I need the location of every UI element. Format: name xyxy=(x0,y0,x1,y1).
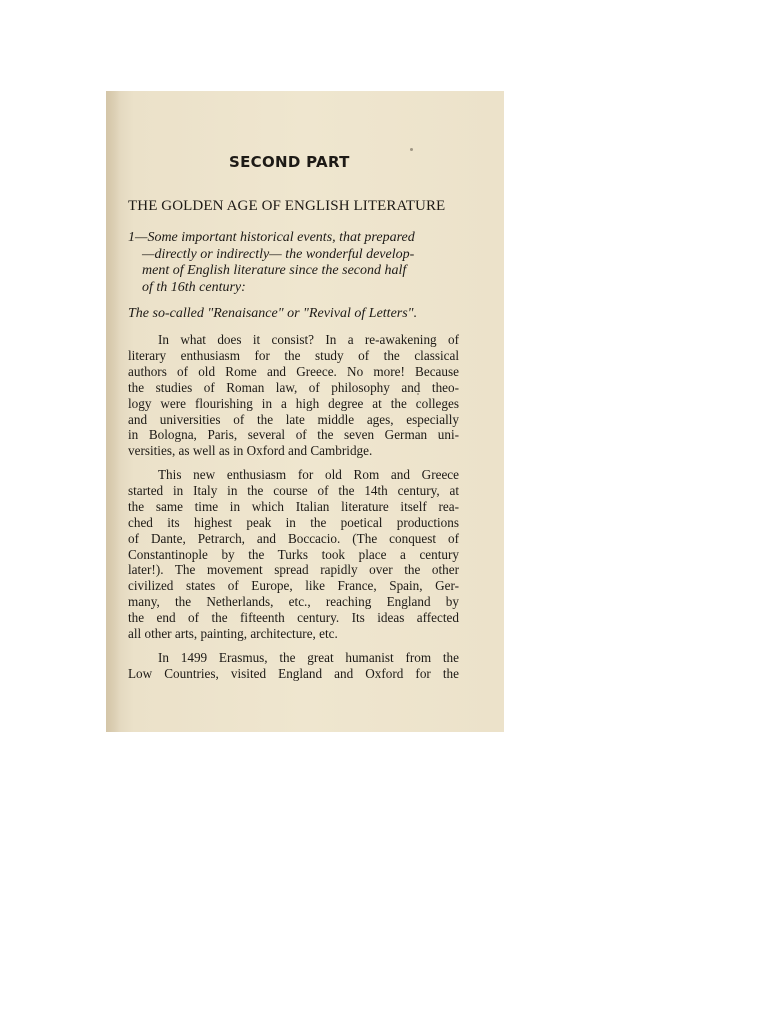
paragraph-line: the studies of Roman law, of philosophy and theo- xyxy=(128,379,459,395)
paragraph-line: In 1499 Erasmus, the great humanist from the xyxy=(158,650,459,665)
paragraph-line: This new enthusiasm for old Rom and Greece xyxy=(158,467,459,482)
paragraph-line: ched its highest peak in the poetical productions xyxy=(128,514,459,530)
paragraph-line: In what does it consist? In a re-awakening of xyxy=(158,332,459,347)
paragraph-line: later!). The movement spread rapidly over the other xyxy=(128,562,459,578)
ink-speck xyxy=(410,148,413,151)
section-heading-line: of th 16th century: xyxy=(142,279,246,295)
paragraph-line: literary enthusiasm for the study of the classical xyxy=(128,347,459,363)
paragraph-line: logy were flourishing in a high degree at the colleges xyxy=(128,395,459,411)
paragraph-line: in Bologna, Paris, several of the seven German uni- xyxy=(128,427,459,443)
paragraph-line: and universities of the late middle ages, especially xyxy=(128,411,459,427)
chapter-heading: THE GOLDEN AGE OF ENGLISH LITERATURE xyxy=(128,198,446,214)
paragraph-line: the end of the fifteenth century. Its ideas affected xyxy=(128,610,459,626)
paragraph-line: civilized states of Europe, like France, Spain, Ger- xyxy=(128,578,459,594)
paragraph-line: authors of old Rome and Greece. No more! Because xyxy=(128,363,459,379)
paragraph xyxy=(128,332,459,459)
paragraph-line: versities, as well as in Oxford and Cambridge. xyxy=(128,443,373,459)
section-heading-line: ment of English literature since the second half xyxy=(142,263,407,278)
section-heading xyxy=(128,230,459,296)
paragraph-line: Constantinople by the Turks took place a century xyxy=(128,546,459,562)
part-heading: SECOND PART xyxy=(229,153,350,171)
section-heading-line: —directly or indirectly— the wonderful develop- xyxy=(142,246,415,262)
paragraph-line: started in Italy in the course of the 14th century, at xyxy=(128,482,459,498)
paragraph xyxy=(128,650,459,682)
paragraph-line: Low Countries, visited England and Oxford for the xyxy=(128,665,459,681)
scanned-book-page xyxy=(106,91,504,732)
subheading: The so-called "Renaisance" or "Revival of Letters". xyxy=(128,306,418,321)
paragraph-line: all other arts, painting, architecture, etc. xyxy=(128,626,338,642)
paragraph xyxy=(128,467,459,642)
section-heading-line: 1—Some important historical events, that prepared xyxy=(128,230,415,245)
paragraph-line: of Dante, Petrarch, and Boccacio. (The conquest of xyxy=(128,530,459,546)
paragraph-line: the same time in which Italian literature itself rea- xyxy=(128,498,459,514)
paragraph-line: many, the Netherlands, etc., reaching England by xyxy=(128,594,459,610)
